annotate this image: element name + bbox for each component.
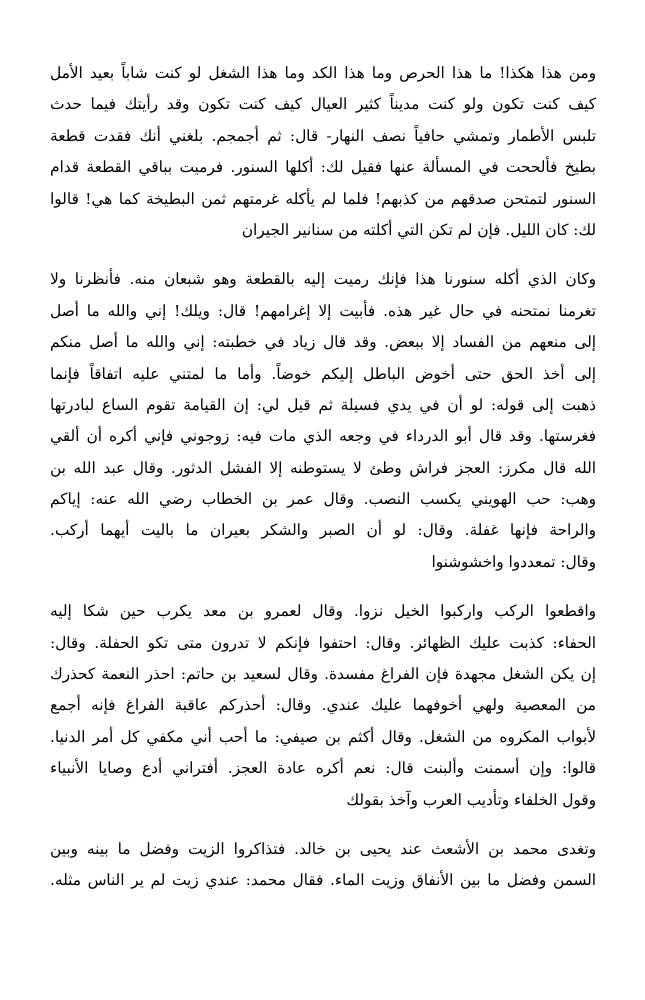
paragraph [50,834,596,897]
paragraph [50,58,596,246]
text-line: من المعصية ولهي أخوفهما عليك عندي. وقال: أحذركم عاقبة الفراغ فإنه أجمع [50,696,596,715]
text-line: السنور لتمتحن صدقهم من كذبهم! فلما لم يأكله غرمتهم ثمن البطيخة كما هي! قالوا [50,189,596,208]
text-line: الله قال مكرز: العجز فراش وطئ لا يستوطنه إلا الفشل الدثور. وقال عبد الله بن [50,458,596,477]
text-line: بطيخ فألححت في المسألة عنها فقيل لك: أكلها السنور. فرميت بباقي القطعة قدام [50,158,596,177]
text-line: لك: كان الليل. فإن لم تكن التي أكلته من سنانير الجيران [241,220,596,239]
text-line: الحفاء: كذبت عليك الظهائر. وقال: احتفوا فإنكم لا تدرون متى تكو الحفلة. وقال: [50,633,596,652]
text-line: وهب: حب الهويني يكسب النصب. وقال عمر بن الخطاب رضي الله عنه: إياكم [50,490,596,509]
paragraph [50,596,596,816]
text-line: فغرستها. وقد قال أبو الدرداء في وجعه الذي مات فيه: زوجوني فإني أكره أن ألقي [50,427,596,446]
text-line: كيف كنت تكون ولو كنت مديناً كثير العيال كيف كنت تكون وقد رأيتك فيما حدث [50,95,596,114]
text-line: وقول الخلفاء وتأديب العرب وآخذ بقولك [346,790,596,809]
document-page [50,58,596,915]
text-line: والراحة فإنها غفلة. وقال: لو أن الصبر والشكر بعيران ما باليت أيهما أركب. [50,521,596,540]
text-line: ومن هذا هكذا! ما هذا الحرص وما هذا الكد وما هذا الشغل لو كنت شاباً بعيد الأمل [50,64,596,82]
text-line: لأبواب المكروه من الشغل. وقال أكثم بن صيفي: ما أحب أني مكفي كل أمر الدنيا. [50,727,596,746]
text-line: قالوا: وإن أسمنت وألبنت قال: نعم أكره عادة العجز. أفتراني أدع وصايا الأنبياء [50,759,596,778]
text-line: إلى أخذ الحق حتى أخوض الباطل إليكم خوضاً. وأما ما لمتني عليه اتفاقاً فإنما [50,364,596,383]
text-line: إلى منعهم من الفساد إلا ببعض. وقد قال زياد في خطبته: إني والله ما أصل منكم [50,333,596,352]
text-line: تلبس الأطمار وتمشي حافياً نصف النهار- قال: ثم أجمجم. بلغني أنك فقدت قطعة [50,126,596,145]
paragraph [50,264,596,578]
text-line: وكان الذي أكله سنورنا هذا فإنك رميت إليه بالقطعة وهو شبعان منه. فأنظرنا ولا [50,270,596,289]
text-line: السمن وفضل ما بين الأنفاق وزيت الماء. فقال محمد: عندي زيت لم ير الناس مثله. [50,871,596,890]
text-line: وتغدى محمد بن الأشعث عند يحيى بن خالد. فتذاكروا الزيت وفضل ما بينه وبين [50,839,596,858]
text-line: ذهبت إلى قوله: لو أن في يدي فسيلة ثم قيل لي: إن القيامة تقوم الساع لبادرتها [50,395,596,414]
text-line: تغرمنا نمتحنه في حال غير هذه. فأبيت إلا إغرامهم! قال: ويلك! إني والله ما أصل [50,301,596,320]
text-line: واقطعوا الركب واركبوا الخيل نزوا. وقال لعمرو بن معد يكرب حين شكا إليه [50,602,596,621]
text-line: وقال: تمعددوا واخشوشنوا [431,552,596,571]
text-line: إن يكن الشغل مجهدة فإن الفراغ مفسدة. وقال لسعيد بن حاتم: احذر النعمة كحذرك [50,665,596,684]
